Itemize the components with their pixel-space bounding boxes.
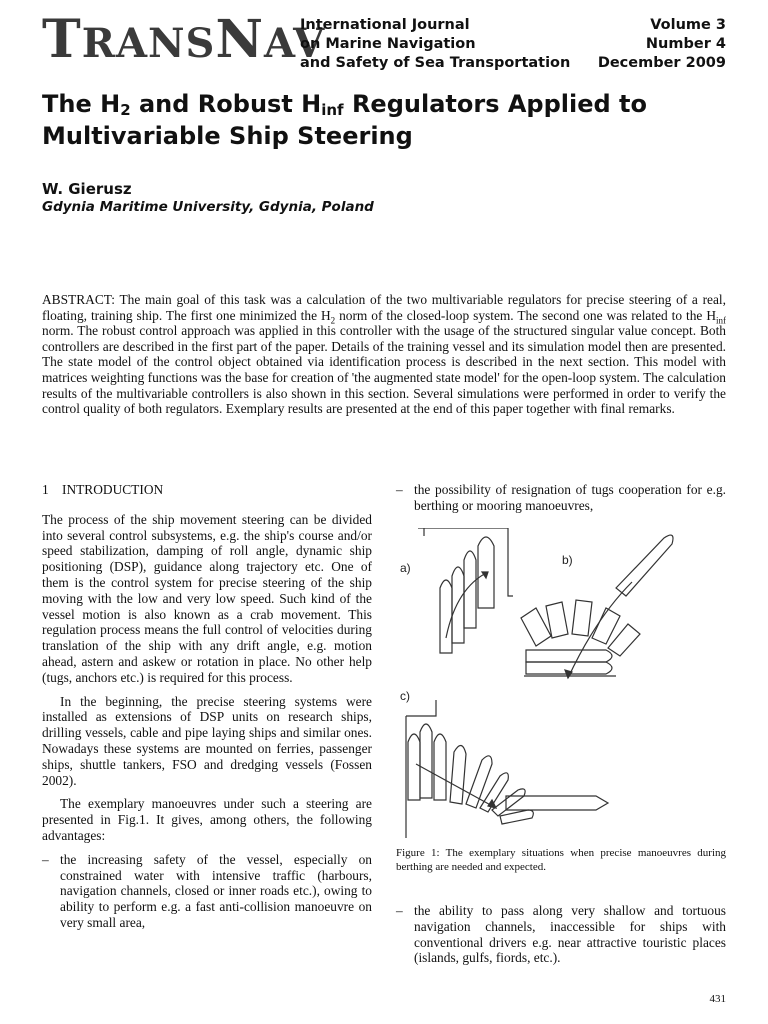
left-column [42, 482, 372, 935]
intro-paragraph-2: In the beginning, the precise steering systems were installed as extensions of DSP units on research ships, drilling vessels, cable and pipe laying ships and similar ones. Nowadays these systems are mounted on ferries, passenger ships, shuttle tankers, FSO and dredging vessels (Fossen 2002). [42, 693, 372, 788]
figure-caption: Figure 1: The exemplary situations when precise manoeuvres during berthing are needed and expected. [396, 847, 726, 873]
bullet-text: the increasing safety of the vessel, especially on constrained water with intensive traffic (harbours, navigation channels, closed or inner roads etc.), owing to ability to perform e.g. a fast anti-collision manoeuvre on very small area, [60, 851, 372, 930]
bullet-dash: – [42, 851, 49, 867]
journal-name [300, 16, 570, 73]
section-title: INTRODUCTION [62, 482, 164, 497]
abstract-sub-a: 2 [330, 315, 336, 326]
ship-a-2 [452, 567, 464, 643]
volume-label: Volume 3 [650, 17, 726, 33]
quay-wall-a-top [418, 528, 424, 536]
ship-c-8 [500, 810, 533, 824]
logo-letters-rans: RANS [81, 20, 216, 67]
ship-a-1 [440, 580, 452, 653]
paper-title [42, 88, 732, 152]
logo-letter-t: T [42, 9, 82, 70]
list-item [396, 482, 726, 514]
issue-date: December 2009 [597, 55, 726, 71]
abstract-text-a: ABSTRACT: The main goal of this task was a calculation of the two multivariable regulators for precise steering of a real, floating, training ship. The first one minimized the H [42, 292, 726, 323]
title-subscript-inf: inf [321, 101, 344, 119]
logo-letters-av: AV [263, 20, 326, 67]
abstract-text-b: norm of the closed-loop system. The second one was related to the H [335, 307, 716, 323]
figure-label-a: a) [400, 561, 411, 575]
figure-label-b: b) [562, 553, 573, 567]
ship-c-4 [450, 745, 466, 804]
abstract-sub-b: inf [716, 315, 726, 326]
journal-line-2: on Marine Navigation [300, 36, 476, 52]
issue-info [598, 16, 726, 73]
quay-wall-a [424, 528, 513, 596]
right-column-bottom [396, 903, 726, 970]
ship-c-2 [420, 724, 432, 798]
journal-logo [42, 9, 326, 70]
list-item [396, 903, 726, 966]
ship-b-3 [521, 608, 551, 646]
ship-c-5 [466, 756, 492, 808]
ship-b-5 [572, 600, 592, 636]
number-label: Number 4 [645, 36, 726, 52]
quay-c-top [406, 700, 436, 716]
intro-paragraph-3: The exemplary manoeuvres under such a steering are presented in Fig.1. It gives, among others, the following advantages: [42, 796, 372, 843]
ship-c-1 [408, 734, 420, 800]
journal-line-1: International Journal [300, 17, 470, 33]
section-heading [42, 482, 372, 498]
abstract [42, 292, 726, 417]
title-part-2: and Robust H [130, 90, 322, 118]
title-part-3: Regulators Applied to Multivariable Ship Steering [42, 90, 647, 150]
section-number: 1 [42, 482, 49, 497]
right-column [396, 482, 726, 518]
ship-c-3 [434, 734, 446, 800]
author-name: W. Gierusz [42, 180, 132, 198]
arrow-b [565, 670, 572, 678]
bullet-dash: – [396, 482, 403, 497]
logo-letter-n: N [215, 9, 264, 70]
bullet-text: the ability to pass along very shallow and tortuous navigation channels, inaccessible for ships with conventional drivers e.g. near attractive touristic places (islands, gulfs, fiords, etc.). [414, 903, 726, 966]
title-part-1: The H [42, 90, 121, 118]
ship-b-1 [526, 650, 612, 662]
bullet-dash: – [396, 903, 403, 918]
bullet-text: the possibility of resignation of tugs cooperation for e.g. berthing or mooring manoeuvres, [414, 482, 726, 513]
abstract-text-c: norm. The robust control approach was applied in this controller with the usage of the structured singular value concept. Both controllers are described in the first part of the paper. Details of the training vessel and its simulation model then are presented. The state model of the control object obtained via identification process is described in the next section. This model with matrices weighting functions was the base for creation of 'the augmented state model' for the open-loop system. The calculation results of the multivariable controllers is also shown in this section. Several simulations were performed in order to verify the control quality of both regulators. Exemplary results are presented at the end of this paper together with final remarks. [42, 323, 726, 417]
ship-b-7 [608, 624, 640, 656]
journal-line-3: and Safety of Sea Transportation [300, 55, 571, 71]
title-subscript-2: 2 [120, 101, 131, 119]
intro-paragraph-1: The process of the ship movement steering can be divided into several control subsystems, e.g. the ship's course and/or speed stabilization, damping of roll angle, dynamic ship positioning (DSP), guidance along trajectory etc. One of them is the control system for precise steering of the ship moving with the low and very low speed. Such kind of the vessel motion is also known as a crab movement. This regulation process means the full control of velocities during translation of the ship with any drift angle, e.g. motion ahead, astern and askew or rotation in place. No other help (tugs, anchors etc.) is required for this process. [42, 511, 372, 685]
author-affiliation: Gdynia Maritime University, Gdynia, Poland [42, 199, 374, 215]
figure-label-c: c) [400, 689, 410, 703]
ship-b-8 [616, 535, 673, 596]
figure-1-manoeuvre-diagram [396, 528, 726, 838]
list-item [42, 852, 372, 931]
page-number: 431 [709, 993, 726, 1005]
